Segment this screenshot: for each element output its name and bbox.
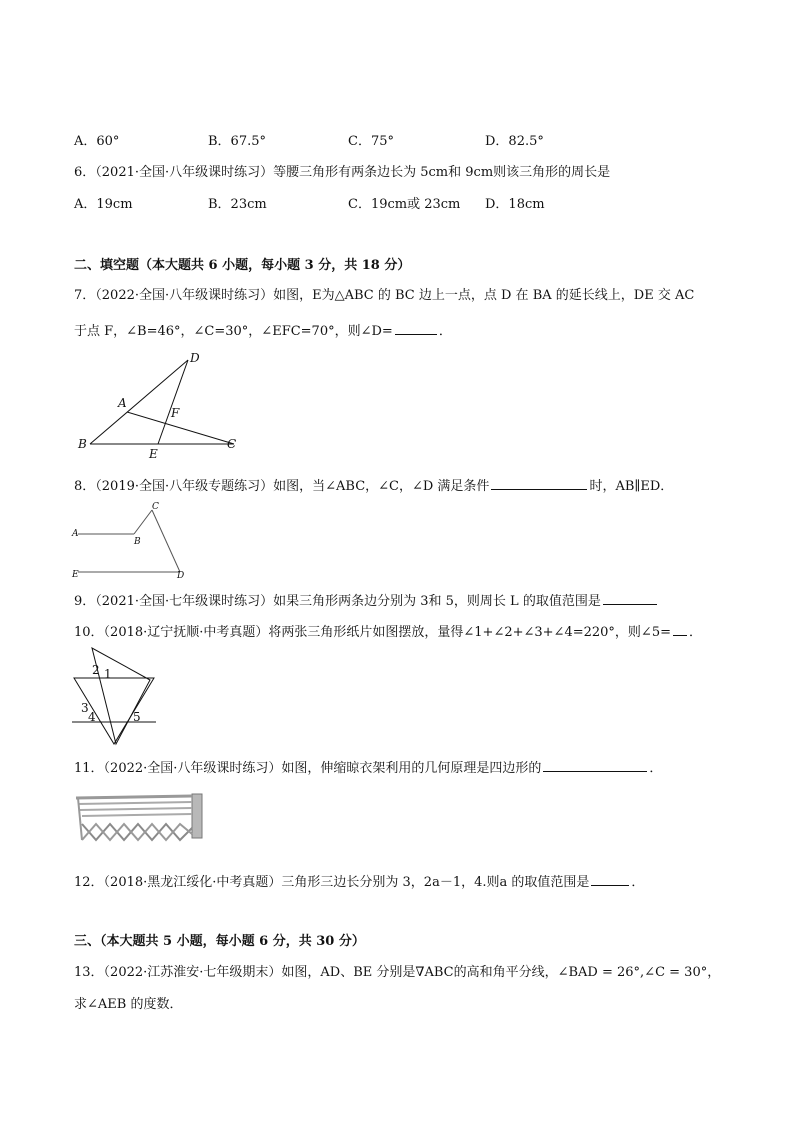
q8-figure: [70, 500, 190, 584]
q8-label-d: D: [177, 571, 185, 580]
q12-line: [74, 872, 644, 892]
q8-answer-blank[interactable]: [491, 476, 587, 490]
q8-label-b: B: [134, 537, 141, 547]
q10-text: 10．（2018·辽宁抚顺·中考真题）将两张三角形纸片如图摆放，量得∠1+∠2+∠3+∠4=220°，则∠5=: [74, 625, 671, 640]
q7-label-a: A: [118, 396, 127, 410]
q8-text: 8．（2019·全国·八年级专题练习）如图，当∠ABC，∠C，∠D 满足条件: [74, 479, 490, 494]
q6-option-c: C．19cm或 23cm: [348, 197, 461, 212]
q6-option-d: D．18cm: [485, 197, 545, 212]
q5-option-a: A．60°: [74, 134, 120, 149]
q7-answer-blank[interactable]: [395, 321, 437, 335]
q11-line: [74, 758, 662, 778]
q9-answer-blank[interactable]: [603, 591, 657, 605]
q10-figure: [70, 644, 160, 753]
q10-end: ．: [689, 625, 703, 640]
q7-label-b: B: [78, 437, 87, 451]
q10-answer-blank[interactable]: [673, 622, 687, 636]
q6-option-b: B．23cm: [208, 197, 267, 212]
q11-answer-blank[interactable]: [543, 758, 647, 772]
q7-label-c: C: [227, 437, 237, 451]
q7-line1: 7．（2022·全国·八年级课时练习）如图，E为△ABC 的 BC 边上一点，点 D 在 BA 的延长线上，DE 交 AC: [74, 288, 695, 303]
q8-line: [74, 476, 673, 496]
q7-figure: [74, 350, 244, 464]
q8-end: 时，AB∥ED．: [589, 479, 674, 494]
section-2-heading: 二、填空题（本大题共 6 小题，每小题 3 分，共 18 分）: [74, 258, 411, 273]
q7-label-d: D: [190, 351, 200, 365]
q9-text: 9．（2021·全国·七年级课时练习）如果三角形两条边分别为 3和 5，则周长 L 的取值范围是: [74, 594, 601, 609]
q10-line: [74, 622, 702, 642]
q8-label-e: E: [72, 570, 79, 580]
q12-text: 12．（2018·黑龙江绥化·中考真题）三角形三边长分别为 3，2a－1，4.则a 的取值范围是: [74, 875, 590, 890]
q5-option-c: C．75°: [348, 134, 394, 149]
q10-label-5: 5: [133, 710, 141, 724]
q10-label-2: 2: [92, 663, 100, 677]
q7-end: ．: [438, 324, 452, 339]
q13-line2: 求∠AEB 的度数．: [74, 997, 183, 1012]
q7-line2: [74, 321, 452, 341]
q10-label-4: 4: [88, 710, 96, 724]
q5-option-d: D．82.5°: [485, 134, 544, 149]
q10-label-1: 1: [104, 667, 112, 681]
q8-label-a: A: [72, 529, 79, 539]
q6-stem: 6．（2021·全国·八年级课时练习）等腰三角形有两条边长为 5cm和 9cm则该三角形的周长是: [74, 165, 611, 180]
q11-end: ．: [649, 761, 663, 776]
q12-end: ．: [631, 875, 645, 890]
section-3-heading: 三、（本大题共 5 小题，每小题 6 分，共 30 分）: [74, 934, 365, 949]
q10-label-3: 3: [81, 701, 89, 715]
q5-option-b: B．67.5°: [208, 134, 266, 149]
q13-line1: 13．（2022·江苏淮安·七年级期末）如图，AD、BE 分别是∇ABC的高和角平分线，∠BAD = 26°,∠C = 30°，: [74, 965, 721, 980]
q7-label-e: E: [149, 447, 158, 460]
q11-figure-drying-rack: [72, 788, 212, 852]
q7-label-f: F: [171, 406, 180, 420]
q6-option-a: A．19cm: [74, 197, 133, 212]
q11-text: 11．（2022·全国·八年级课时练习）如图，伸缩晾衣架利用的几何原理是四边形的: [74, 761, 542, 776]
q7-line2-text: 于点 F，∠B=46°，∠C=30°，∠EFC=70°，则∠D=: [74, 324, 393, 339]
q12-answer-blank[interactable]: [591, 872, 629, 886]
q9-line: [74, 591, 659, 611]
q8-label-c: C: [152, 502, 159, 512]
